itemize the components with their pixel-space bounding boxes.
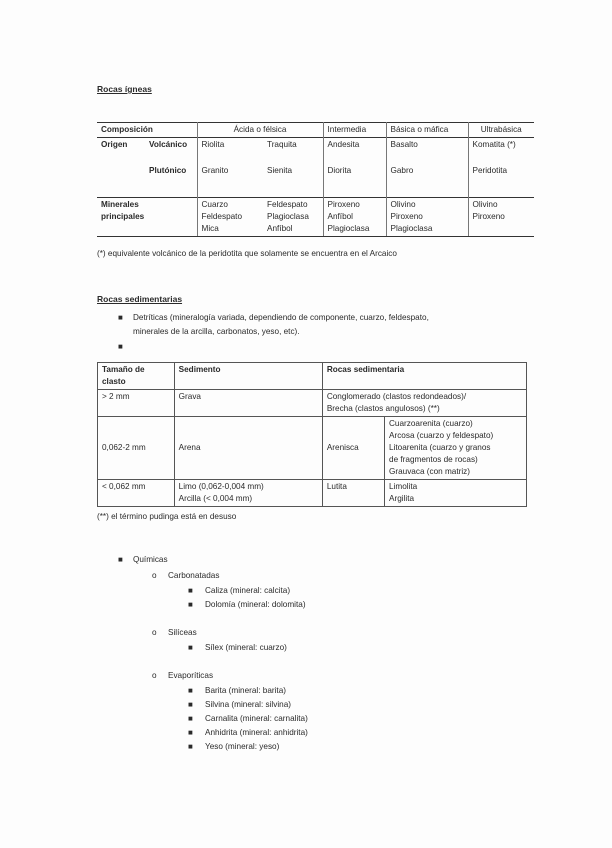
header-basic: Básica o máfica	[386, 123, 468, 138]
group-evaporiticas: Evaporíticas	[168, 671, 214, 680]
header-sediment: Sedimento	[174, 363, 322, 390]
row1-rock: Conglomerado (clastos redondeados)/ Brecha (clastos angulosos) (**)	[322, 390, 526, 417]
volcanic-basic: Basalto	[386, 138, 468, 164]
row2-rock: Arenisca	[322, 417, 384, 480]
item-silex: Sílex (mineral: cuarzo)	[205, 643, 287, 652]
item-dolomia: Dolomía (mineral: dolomita)	[205, 600, 306, 609]
bullet-icon: ■	[188, 586, 193, 595]
minerals-ultrabasic: Olivino Piroxeno	[468, 198, 534, 237]
bullet-icon: ■	[188, 700, 193, 709]
plutonic-ultrabasic: Peridotita	[472, 165, 508, 175]
row2-size: 0,062-2 mm	[98, 417, 175, 480]
row2-sediment: Arena	[174, 417, 322, 480]
row3-rock: Lutita	[322, 480, 384, 507]
detrital-bullet: Detríticas (mineralogía variada, dependiendo de componente, cuarzo, feldespato,	[133, 313, 429, 322]
sedimentary-heading: Rocas sedimentarias	[97, 294, 183, 304]
header-rock: Rocas sedimentaria	[322, 363, 526, 390]
bullet-icon: ■	[188, 742, 193, 751]
bullet-icon: ■	[188, 643, 193, 652]
bullet-icon: ■	[188, 686, 193, 695]
bullet-icon: ■	[188, 714, 193, 723]
plutonic-label: Plutónico	[145, 164, 197, 198]
plutonic-intermediate: Diorita	[323, 164, 386, 198]
igneous-footnote: (*) equivalente volcánico de la peridotita que solamente se encuentra en el Arcaico	[97, 249, 397, 258]
volcanic-label: Volcánico	[145, 138, 197, 164]
header-composition: Composición	[97, 123, 197, 138]
bullet-icon: ■	[188, 728, 193, 737]
plutonic-basic: Gabro	[386, 164, 468, 198]
volcanic-intermediate: Andesita	[323, 138, 386, 164]
row3-subtypes: Limolita Argilita	[385, 480, 527, 507]
circle-bullet-icon: o	[152, 628, 157, 637]
detrital-bullet-cont: minerales de la arcilla, carbonatos, yeso, etc).	[133, 327, 300, 336]
item-barita: Barita (mineral: barita)	[205, 686, 286, 695]
group-carbonatadas: Carbonatadas	[168, 571, 220, 580]
volcanic-acid-2: Traquita	[263, 138, 323, 164]
row3-sediment: Limo (0,062-0,004 mm) Arcilla (< 0,004 mm)	[174, 480, 322, 507]
bullet-icon: ■	[188, 600, 193, 609]
header-size: Tamaño de clasto	[98, 363, 175, 390]
igneous-heading: Rocas ígneas	[97, 84, 152, 94]
origin-label: Origen	[97, 138, 145, 164]
minerals-intermediate: Piroxeno Anfíbol Plagioclasa	[323, 198, 386, 237]
minerals-acid-1: Cuarzo Feldespato Mica	[197, 198, 263, 237]
item-yeso: Yeso (mineral: yeso)	[205, 742, 280, 751]
volcanic-acid-1: Riolita	[197, 138, 263, 164]
circle-bullet-icon: o	[152, 671, 157, 680]
chemical-label: Químicas	[133, 555, 168, 564]
header-acid: Ácida o félsica	[197, 123, 323, 138]
plutonic-acid-1: Granito	[201, 165, 229, 175]
row1-sediment: Grava	[174, 390, 322, 417]
row2-subtypes: Cuarzoarenita (cuarzo) Arcosa (cuarzo y feldespato) Litoarenita (cuarzo y granos de fragmentos de rocas) Grauvaca (con matriz)	[385, 417, 527, 480]
header-ultrabasic: Ultrabásica	[468, 123, 534, 138]
header-intermediate: Intermedia	[323, 123, 386, 138]
minerals-label: Minerales principales	[97, 198, 197, 237]
bullet-icon: ■	[118, 342, 123, 351]
circle-bullet-icon: o	[152, 571, 157, 580]
sedimentary-footnote: (**) el término pudinga está en desuso	[97, 512, 237, 521]
sedimentary-table	[97, 362, 527, 507]
item-silvina: Silvina (mineral: silvina)	[205, 700, 291, 709]
bullet-icon: ■	[118, 313, 123, 322]
item-caliza: Caliza (mineral: calcita)	[205, 586, 291, 595]
igneous-table	[97, 122, 534, 237]
group-siliceas: Silíceas	[168, 628, 197, 637]
plutonic-acid-2: Sienita	[263, 164, 323, 198]
minerals-acid-2: Feldespato Plagioclasa Anfíbol	[263, 198, 323, 237]
item-carnalita: Carnalita (mineral: carnalita)	[205, 714, 308, 723]
bullet-icon: ■	[118, 555, 123, 564]
minerals-basic: Olivino Piroxeno Plagioclasa	[386, 198, 468, 237]
row3-size: < 0,062 mm	[98, 480, 175, 507]
volcanic-ultrabasic: Komatita (*)	[468, 138, 534, 164]
row1-size: > 2 mm	[98, 390, 175, 417]
item-anhidrita: Anhidrita (mineral: anhidrita)	[205, 728, 308, 737]
